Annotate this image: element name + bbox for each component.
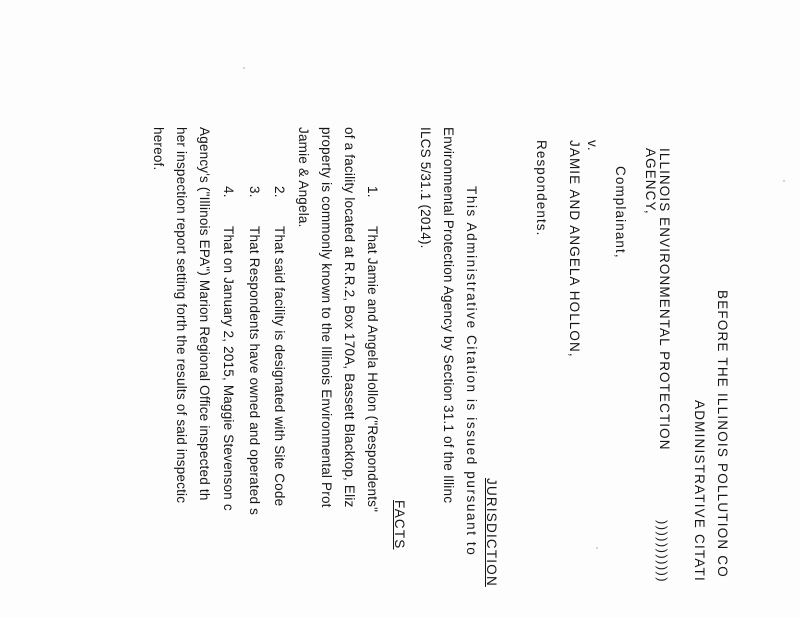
complainant-role: Complainant, [613, 166, 628, 259]
complainant-name-line2: AGENCY, [643, 148, 658, 215]
fact4-number: 4. [221, 186, 236, 198]
scan-speck [596, 547, 598, 549]
citation-header: ADMINISTRATIVE CITATI [692, 400, 707, 582]
fact2-number: 2. [272, 186, 287, 198]
fact3-number: 3. [247, 186, 262, 198]
versus-label: v. [585, 140, 600, 152]
fact1-line1: That Jamie and Angela Hollon ("Respondents" [365, 226, 380, 513]
facts-heading: FACTS [392, 500, 407, 550]
fact1-line4: Jamie & Angela. [296, 127, 311, 228]
fact3-line1: That Respondents have owned and operated s [247, 226, 262, 516]
fact4-line3: her inspection report setting forth the results of said inspectic [174, 127, 189, 504]
jurisdiction-line3: ILCS 5/31.1 (2014). [418, 127, 433, 249]
respondent-names: JAMIE AND ANGELA HOLLON, [567, 140, 582, 358]
fact2-line1: That said facility is designated with Site Code [272, 226, 287, 507]
scan-speck [243, 67, 245, 69]
fact1-number: 1. [365, 186, 380, 198]
fact4-line2: Agency's ("Illinois EPA") Marion Regional Office inspected th [197, 127, 212, 501]
fact1-line3: property is commonly known to the Illinois Environmental Prot [319, 127, 334, 508]
court-header: BEFORE THE ILLINOIS POLLUTION CO [715, 290, 730, 578]
fact4-line1: That on January 2, 2015, Maggie Stevenson c [221, 226, 236, 511]
fact1-line2: of a facility located at R.R.2, Box 170A, Bassett Blacktop, Eliz [342, 127, 357, 508]
complainant-name-line1: ILLINOIS ENVIRONMENTAL PROTECTION [657, 148, 672, 451]
jurisdiction-line2: Environmental Protection Agency by Section 31.1 of the Illinc [441, 127, 456, 504]
jurisdiction-line1: This Administrative Citation is issued pursuant to [464, 186, 479, 557]
fact4-line4: hereof. [151, 127, 166, 171]
scan-speck [783, 180, 785, 182]
caption-brackets: ))))))))))) [655, 520, 670, 584]
jurisdiction-heading: JURISDICTION [484, 478, 499, 587]
respondent-role: Respondents. [534, 140, 549, 237]
